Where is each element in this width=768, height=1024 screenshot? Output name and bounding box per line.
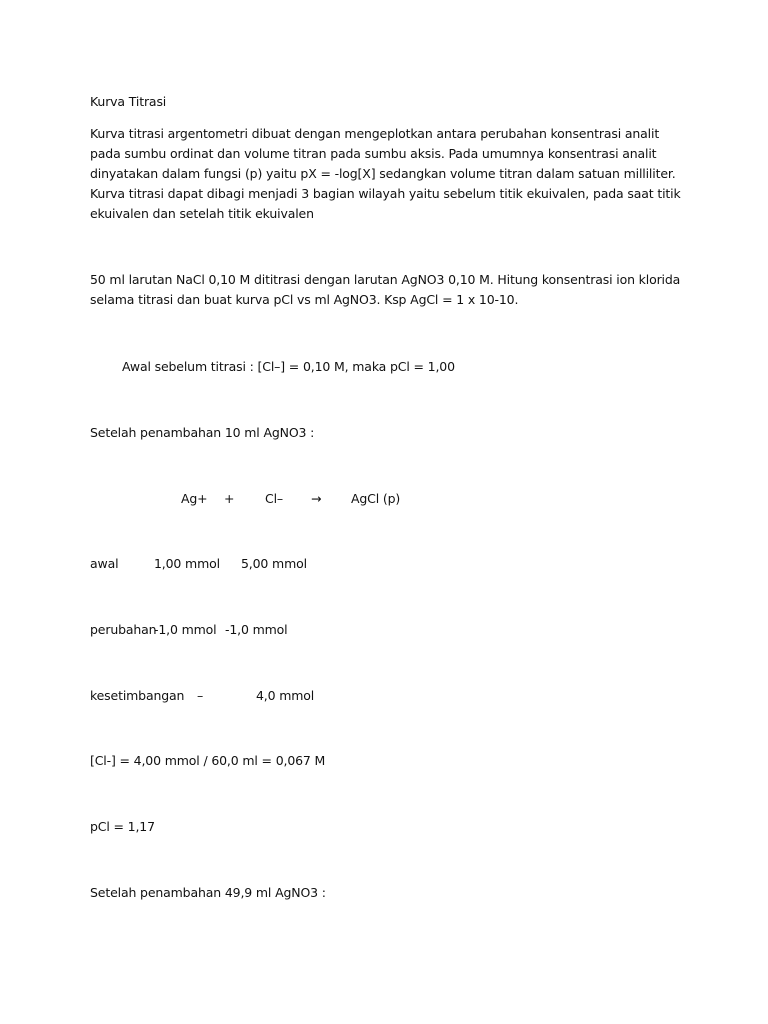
intro-paragraph: Kurva titrasi argentometri dibuat dengan mengeplotkan antara perubahan konsentrasi analit pada sumbu ordinat dan volume titran pada sumbu aksis. Pada umumnya konsentrasi analit dinyatakan dalam fungsi (p) yaitu pX = -log[X] sedangkan volume titran dalam satuan milliliter. Kurva titrasi dapat dibagi menjadi 3 bagian wilayah yaitu sebelum titik ekuivalen, pada saat titik ekuivalen dan setelah titik ekuivalen — [90, 126, 681, 221]
row-perubahan-cl: -1,0 mmol — [225, 622, 288, 637]
row-awal-cl: 5,00 mmol — [241, 556, 307, 571]
product-agcl: AgCl (p) — [351, 491, 401, 506]
row-perubahan-label: perubahan — [90, 622, 157, 637]
cl-concentration-line: [Cl-] = 4,00 mmol / 60,0 ml = 0,067 M — [90, 753, 326, 768]
row-awal-ag: 1,00 mmol — [154, 556, 220, 571]
row-perubahan-ag: -1,0 mmol — [154, 622, 217, 637]
reactant-cl: Cl– — [265, 491, 284, 506]
problem-paragraph: 50 ml larutan NaCl 0,10 M dititrasi dengan larutan AgNO3 0,10 M. Hitung konsentrasi ion klorida selama titrasi dan buat kurva pCl vs ml AgNO3. Ksp AgCl = 1 x 10-10. — [90, 272, 681, 307]
row-kesetimbangan-ag: – — [197, 688, 204, 703]
pcl-value-line: pCl = 1,17 — [90, 819, 155, 834]
after-49-9ml-heading: Setelah penambahan 49,9 ml AgNO3 : — [90, 885, 326, 900]
initial-condition-line: Awal sebelum titrasi : [Cl–] = 0,10 M, maka pCl = 1,00 — [122, 359, 455, 374]
reactant-ag: Ag+ — [181, 491, 208, 506]
reaction-arrow-icon: → — [311, 491, 322, 506]
after-10ml-heading: Setelah penambahan 10 ml AgNO3 : — [90, 425, 315, 440]
plus-sign: + — [224, 491, 235, 506]
document-title: Kurva Titrasi — [90, 94, 167, 109]
row-kesetimbangan-cl: 4,0 mmol — [256, 688, 315, 703]
row-awal-label: awal — [90, 556, 119, 571]
row-kesetimbangan-label: kesetimbangan — [90, 688, 185, 703]
